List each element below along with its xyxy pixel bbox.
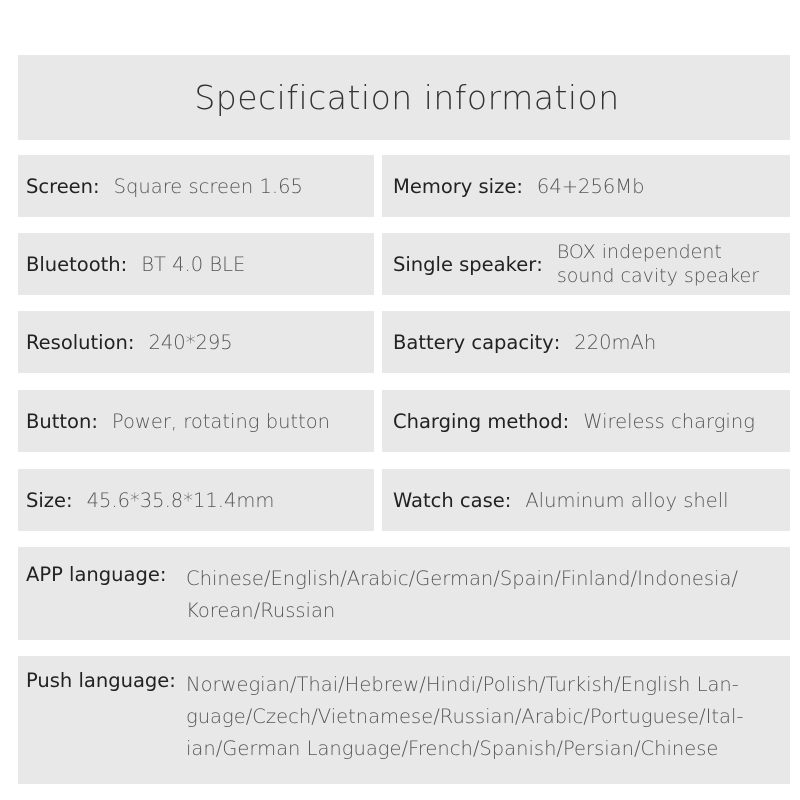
spec-colon: :	[516, 174, 523, 198]
spec-colon: :	[504, 488, 512, 512]
spec-value: Power, rotating button	[111, 409, 331, 433]
spec-label: Bluetooth	[26, 252, 121, 276]
spec-colon: :	[562, 409, 570, 433]
spec-label: Screen	[26, 174, 94, 198]
spec-cell-screen	[18, 155, 374, 217]
spec-cell-size	[18, 469, 374, 531]
spec-value: 45.6*35.8*11.4mm	[86, 488, 275, 512]
spec-colon: :	[93, 174, 100, 198]
spec-label: Resolution	[26, 330, 128, 354]
value-line: Chinese/English/Arabic/German/Spain/Finland/Indonesia/	[186, 567, 738, 590]
spec-cell-battery	[382, 311, 790, 373]
spec-value: Wireless charging	[583, 409, 755, 433]
push-language-label: Push language:	[26, 669, 176, 692]
spec-cell-push-language	[18, 656, 790, 784]
spec-label: Charging method	[393, 409, 563, 433]
value-line: Norwegian/Thai/Hebrew/Hindi/Polish/Turkish/English Lan-	[186, 673, 739, 696]
spec-colon: :	[127, 330, 135, 354]
spec-cell-memory	[382, 155, 790, 217]
spec-cell-resolution	[18, 311, 374, 373]
value-line: ian/German Language/French/Spanish/Persian/Chinese	[186, 737, 719, 760]
spec-value: 240*295	[148, 330, 233, 354]
spec-cell-watch-case	[382, 469, 790, 531]
spec-value: 64+256Mb	[536, 174, 645, 198]
app-language-label: APP language:	[26, 563, 167, 586]
spec-label: Button	[26, 409, 92, 433]
spec-cell-bluetooth	[18, 233, 374, 295]
spec-cell-button	[18, 390, 374, 452]
spec-colon: :	[536, 252, 543, 276]
value-line: Korean/Russian	[186, 599, 336, 622]
title-banner	[18, 55, 790, 140]
spec-value-line: sound cavity speaker	[556, 265, 759, 287]
spec-colon: :	[66, 488, 73, 512]
page-title: Specification information	[194, 78, 620, 117]
spec-value-line: BOX independent	[556, 241, 722, 263]
spec-label: Memory size	[393, 174, 517, 198]
app-language-value	[186, 563, 738, 627]
spec-label: Watch case	[393, 488, 505, 512]
spec-colon: :	[120, 252, 128, 276]
push-language-value	[186, 669, 743, 765]
value-line: guage/Czech/Vietnamese/Russian/Arabic/Portuguese/Ital-	[186, 705, 744, 728]
spec-value	[557, 240, 759, 288]
spec-value: Square screen 1.65	[113, 174, 303, 198]
spec-colon: :	[91, 409, 98, 433]
spec-cell-charging	[382, 390, 790, 452]
spec-value: Aluminum alloy shell	[525, 488, 729, 512]
spec-colon: :	[553, 330, 561, 354]
spec-label: Single speaker	[393, 252, 537, 276]
spec-value: 220mAh	[574, 330, 657, 354]
spec-label: Battery capacity	[393, 330, 554, 354]
spec-cell-speaker	[382, 233, 790, 295]
spec-value: BT 4.0 BLE	[141, 252, 246, 276]
spec-label: Size	[26, 488, 67, 512]
spec-cell-app-language	[18, 547, 790, 640]
